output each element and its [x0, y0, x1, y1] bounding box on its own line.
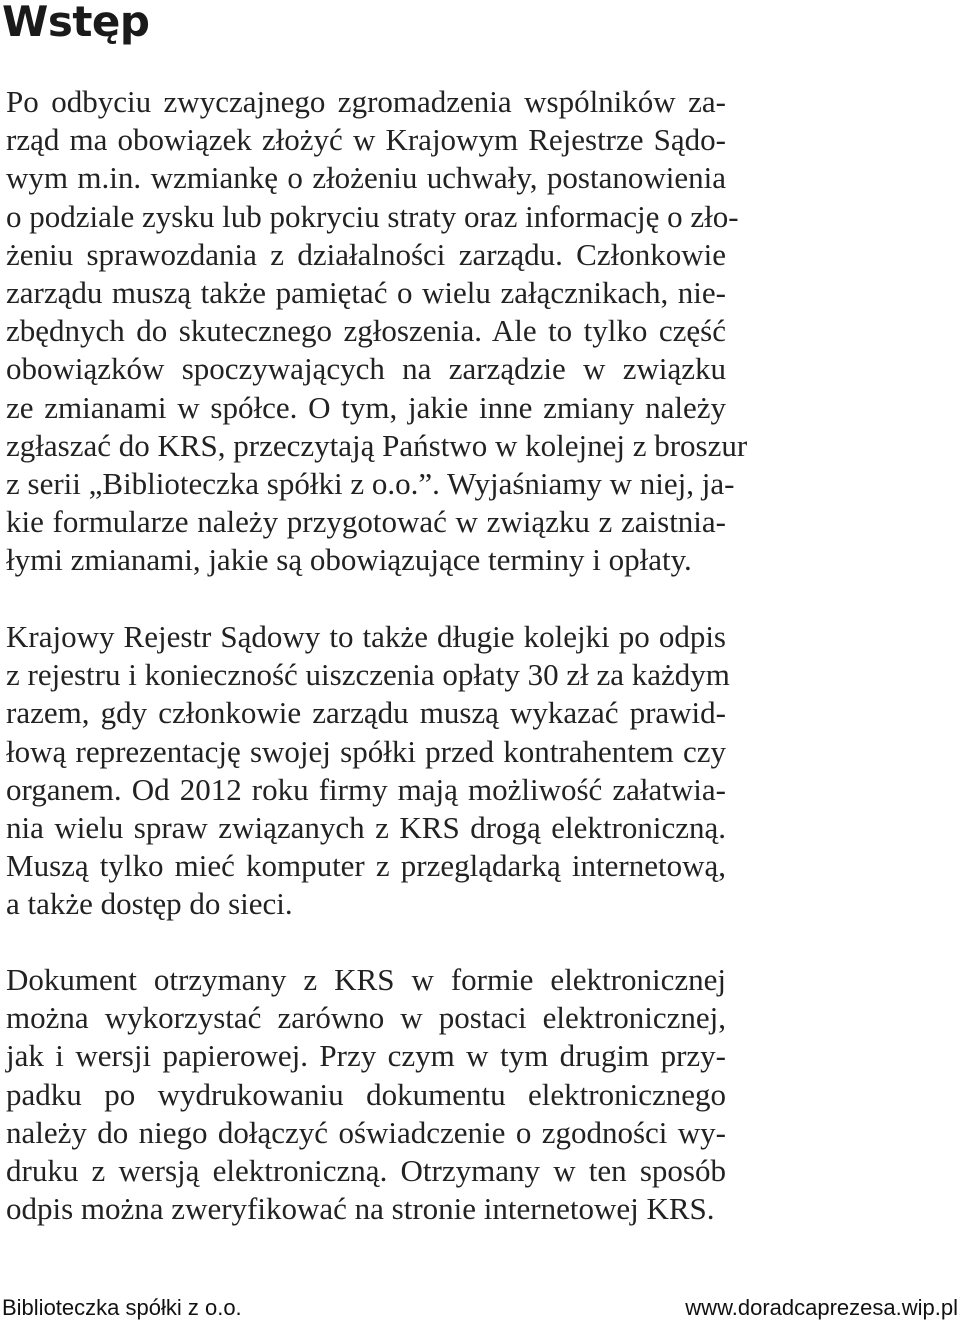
text-line: wym m.in. wzmiankę o złożeniu uchwały, postanowienia [6, 160, 726, 196]
text-line: można wykorzystać zarówno w postaci elektronicznej, [6, 1000, 726, 1036]
text-line: a także dostęp do sieci. [6, 886, 293, 922]
text-line: obowiązków spoczywających na zarządzie w związku [6, 351, 726, 387]
text-line: druku z wersją elektroniczną. Otrzymany w ten sposób [6, 1153, 726, 1189]
text-line: rząd ma obowiązek złożyć w Krajowym Rejestrze Sądo- [6, 122, 726, 158]
text-line: z serii „Biblioteczka spółki z o.o.”. Wyjaśniamy w niej, ja- [6, 466, 735, 502]
text-line: ze zmianami w spółce. O tym, jakie inne zmiany należy [6, 389, 726, 425]
paragraph-electronic-document [6, 961, 726, 1228]
text-line: o podziale zysku lub pokryciu straty oraz informację o zło- [6, 198, 739, 234]
text-line: Dokument otrzymany z KRS w formie elektronicznej [6, 962, 726, 997]
text-line: Krajowy Rejestr Sądowy to także długie kolejki po odpis [6, 619, 726, 654]
footer-website-link[interactable]: www.doradcaprezesa.wip.pl [685, 1295, 958, 1320]
text-line: jak i wersji papierowej. Przy czym w tym drugim przy- [6, 1038, 726, 1074]
paragraph-intro [6, 83, 748, 580]
text-line: należy do niego dołączyć oświadczenie o zgodności wy- [6, 1114, 726, 1150]
footer-series-name: Biblioteczka spółki z o.o. [2, 1295, 242, 1320]
text-line: z rejestru i konieczność uiszczenia opłaty 30 zł za każdym [6, 657, 730, 693]
page-title: Wstęp [2, 0, 150, 46]
text-line: łymi zmianami, jakie są obowiązujące terminy i opłaty. [6, 542, 692, 578]
text-line: zbędnych do skutecznego zgłoszenia. Ale to tylko część [6, 313, 726, 349]
text-line: kie formularze należy przygotować w związku z zaistnia- [6, 504, 726, 540]
text-line: odpis można zweryfikować na stronie internetowej KRS. [6, 1191, 715, 1227]
text-line: padku po wydrukowaniu dokumentu elektronicznego [6, 1076, 726, 1112]
paragraph-krs-online [6, 618, 730, 924]
text-line: razem, gdy członkowie zarządu muszą wykazać prawid- [6, 695, 726, 731]
text-line: łową reprezentację swojej spółki przed kontrahentem czy [6, 733, 726, 769]
text-line: Po odbyciu zwyczajnego zgromadzenia wspólników za- [6, 84, 726, 119]
text-line: żeniu sprawozdania z działalności zarządu. Członkowie [6, 236, 726, 272]
text-line: nia wielu spraw związanych z KRS drogą elektroniczną. [6, 810, 726, 846]
text-line: zgłaszać do KRS, przeczytają Państwo w kolejnej z broszur [6, 427, 748, 463]
text-line: zarządu muszą także pamiętać o wielu załącznikach, nie- [6, 275, 726, 311]
text-line: organem. Od 2012 roku firmy mają możliwość załatwia- [6, 771, 726, 807]
text-line: Muszą tylko mieć komputer z przeglądarką internetową, [6, 848, 726, 884]
